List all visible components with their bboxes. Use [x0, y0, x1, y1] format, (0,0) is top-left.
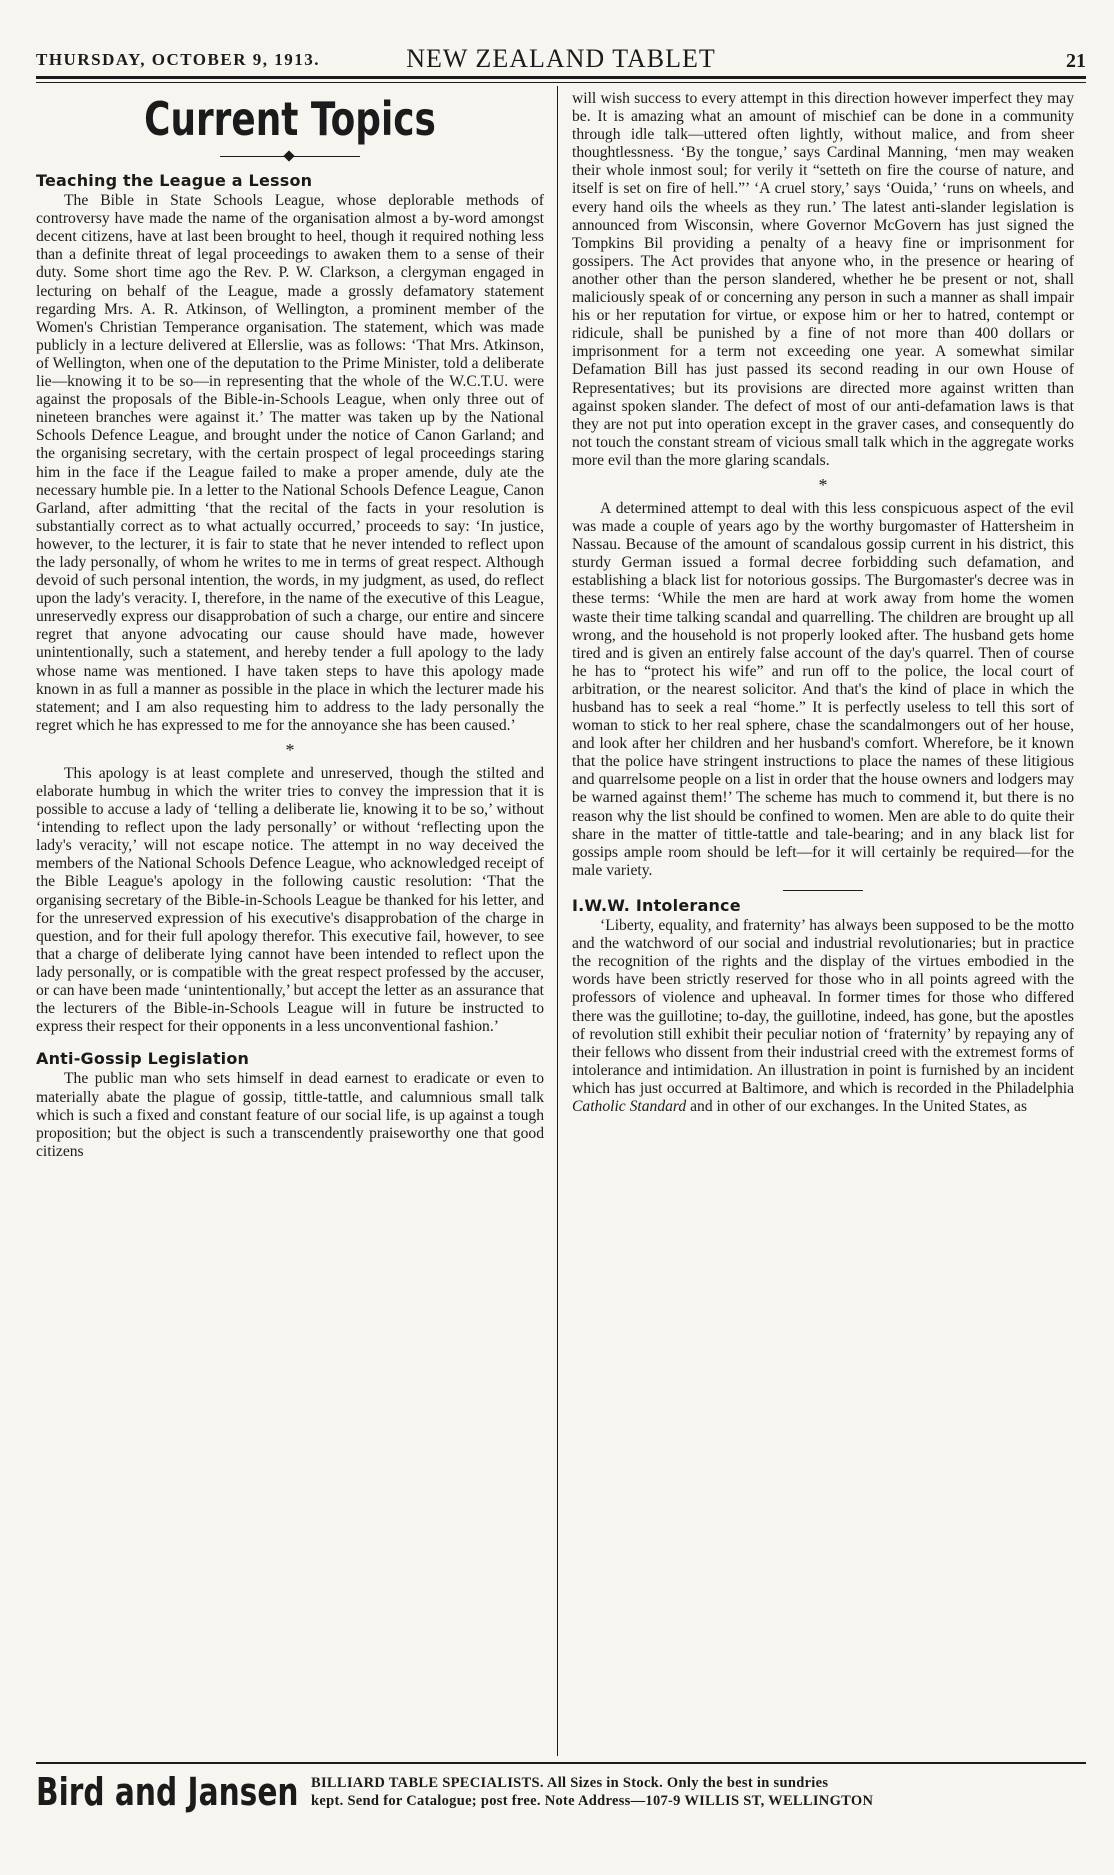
- masthead-rule: [36, 76, 1086, 79]
- issue-date: THURSDAY, OCTOBER 9, 1913.: [36, 50, 320, 69]
- article-heading-iww: I.W.W. Intolerance: [572, 895, 741, 915]
- page-number: 21: [1066, 50, 1086, 72]
- left-column: [36, 90, 544, 1161]
- article-paragraph-continued: will wish success to every attempt in this direction however imperfect they may be. It is amazing what an amount of mischief can be done in a community through idle talk—uttered often lightly, without malice, and from sheer thoughtlessness. ‘By the tongue,’ says Cardinal Manning, ‘men may weaken their whole inmost soul; for verily it “setteth on fire the course of nature, and itself is set on fire of hell.”’ ‘A cruel story,’ says ‘Ouida,’ ‘runs on wheels, and every hand oils the wheels as they run.’ The latest anti-slander legislation is announced from Wisconsin, where Governor McGovern has just signed the Tompkins Bil providing a penalty of a heavy fine or imprisonment for gossipers. The Act provides that anyone who, in the presence or hearing of another other than the person slandered, whether he be present or not, shall maliciously speak of or concerning any person in such a manner as shall impair his or her reputation for virtue, or expose him or her to hatred, contempt or ridicule, shall be punished by a fine of not more than 400 dollars or imprisonment for a term not exceeding one year. A somewhat similar Defamation Bill has just passed its second reading in our own House of Representatives; but its provisions are directed more against written than against spoken slander. The defect of most of our anti-defamation laws is that they are not put into operation except in the graver cases, and consequently do not touch the constant stream of vicious small talk which in the aggregate works more evil than the more glaring scandals.: [572, 90, 1074, 469]
- article-paragraph: The public man who sets himself in dead earnest to eradicate or even to materially abate the plague of gossip, tittle-tattle, and calumnious small talk which is such a fixed and constant feature of our social life, is up against a tough proposition; but the object is such a transcendently praiseworthy one that good citizens: [36, 1070, 544, 1160]
- newspaper-title: NEW ZEALAND TABLET: [406, 44, 716, 73]
- advert-text: [311, 1774, 1086, 1810]
- text-run: and in other of our exchanges. In the United States, as: [686, 1097, 1028, 1115]
- publication-title: Catholic Standard: [572, 1097, 687, 1115]
- section-title: Current Topics: [144, 92, 436, 146]
- advert-rule: [36, 1762, 1086, 1764]
- article-heading-teaching: Teaching the League a Lesson: [36, 171, 313, 190]
- advert-brand: Bird and Jansen: [36, 1770, 299, 1814]
- section-star: *: [818, 474, 828, 495]
- masthead-rule-thin: [36, 82, 1086, 83]
- section-star: *: [285, 739, 295, 760]
- article-paragraph: A determined attempt to deal with this less conspicuous aspect of the evil was made a couple of years ago by the worthy burgomaster of Hattersheim in Nassau. Because of the amount of scandalous gossip current in his district, this sturdy German issued a formal decree forbidding such defamation, and establishing a black list for notorious gossips. The Burgomaster's decree was in these terms: ‘While the men are hard at work away from home the women waste their time talking scandal and quarrelling. The children are brought up all wrong, and the household is not properly looked after. The husband gets home tired and is given an entirely false account of the day's quarrel. Then of course he has to “protect his wife” and run off to the police, the local court of arbitration, or the nearest solicitor. And that's the kind of place in which the husband has to seek a real “home.” It is perfectly useless to tell this sort of woman to stick to her real sphere, chase the scandalmongers out of her house, and look after her children and her husband's comfort. Wherefore, be it known that the police have stringent instructions to place the names of these litigious and quarrelsome people on a list in order that the house owners and lodgers may be warned against them!’ The scheme has much to commend it, but there is no reason why the list should be confined to women. Men are able to do quite their share in the matter of tittle-tattle and tale-bearing; and in any black list for gossips ample room should be left—for it will certainly be required—for the male variety.: [572, 499, 1074, 879]
- article-paragraph: This apology is at least complete and unreserved, though the stilted and elaborate humbug in which the writer tries to convey the impression that it is possible to accuse a lady of ‘telling a deliberate lie, knowing it to be so,’ without ‘intending to reflect upon the lady personally’ or without ‘reflecting upon the lady's veracity,’ will not escape notice. The attempt in no way deceived the members of the National Schools Defence League, who acknowledged receipt of the Bible League's apology in the following caustic resolution: ‘That the organising secretary of the Bible-in-Schools League be thanked for his letter, and for the unreserved expression of his executive's disapprobation of the charge in question, and for their full apology therefor. This executive fail, however, to see that a charge of deliberate lying cannot have been intended to reflect upon the lady personally, or is compatible with the great respect professed by the accuser, or can have been made ‘unintentionally,’ but accept the letter as an assurance that the lecturers of the Bible-in-Schools League will in future be instructed to express their respect for their opponents in a less unconventional fashion.’: [36, 764, 544, 1036]
- text-run: ‘Liberty, equality, and fraternity’ has always been supposed to be the motto and the watchword of our social and industrial revolutionaries; but in practice the recognition of the rights and the display of the virtues embodied in the words have been strictly reserved for those who in all points agreed with the professors of violence and upheaval. In former times for those who differed there was the guillotine; to-day, the guillotine, indeed, has gone, but the apostles of revolution still exhibit their peculiar notion of ‘fraternity’ by repaying any of their fellows who dissent from their industrial creed with the extremest forms of intolerance and intimidation. An illustration in point is furnished by an incident which has just occurred at Baltimore, and which is recorded in the Philadelphia: [572, 917, 1074, 1097]
- article-paragraph: The Bible in State Schools League, whose deplorable methods of controversy have made the name of the organisation almost a by-word amongst decent citizens, have at last been brought to heel, though it required nothing less than a definite threat of legal proceedings to awaken them to a sense of their duty. Some short time ago the Rev. P. W. Clarkson, a clergyman engaged in lecturing on behalf of the League, made a grossly defamatory statement regarding Mrs. A. R. Atkinson, of Wellington, a prominent member of the Women's Christian Temperance organisation. The statement, which was made publicly in a lecture delivered at Ellerslie, was as follows: ‘That Mrs. Atkinson, of Wellington, when one of the deputation to the Prime Minister, told a deliberate lie—knowing it to be so—in representing that the whole of the W.C.T.U. were against the proposals of the Bible-in-Schools League, when only three out of nineteen branches were against it.’ The matter was taken up by the National Schools Defence League, and brought under the notice of Canon Garland; and the organising secretary, with the certain prospect of legal proceedings staring him in the face if the League failed to make a proper amende, duly ate the necessary humble pie. In a letter to the National Schools Defence League, Canon Garland, after admitting ‘that the recital of the facts in your resolution is substantially correct as to what actually occurred,’ proceeds to say: ‘In justice, however, to the lecturer, it is fair to state that he never intended to reflect upon the lady personally, of whom he writes to me in terms of great respect. Although devoid of such personal intention, the words, in my judgment, as used, do reflect upon the lady's veracity. I, therefore, in the name of the executive of this League, unreservedly express our disapprobation of such a charge, our entire and sincere regret that anyone advocating our cause should have made, however unintentionally, such a statement, and hereby tender a full apology to the lady whose name was mentioned. I have taken steps to have this apology made known in as full a manner as possible in the place in which the lecturer made his statement; and I am also requesting him to address to the lady personally the regret which he has expressed to me for the annoyance she has been caused.’: [36, 192, 544, 734]
- column-divider: [557, 86, 558, 1756]
- advertisement: [36, 1768, 1086, 1820]
- advert-line-1: BILLIARD TABLE SPECIALISTS. All Sizes in Stock. Only the best in sundries: [311, 1775, 829, 1791]
- advert-line-2: kept. Send for Catalogue; post free. Note Address—107-9 WILLIS ST, WELLINGTON: [311, 1793, 874, 1809]
- right-column: [572, 90, 1074, 1116]
- masthead: [36, 44, 1086, 76]
- section-rule: [783, 890, 863, 891]
- article-paragraph: [572, 917, 1074, 1116]
- ornament-divider: [220, 152, 360, 162]
- article-heading-anti-gossip: Anti-Gossip Legislation: [36, 1049, 250, 1069]
